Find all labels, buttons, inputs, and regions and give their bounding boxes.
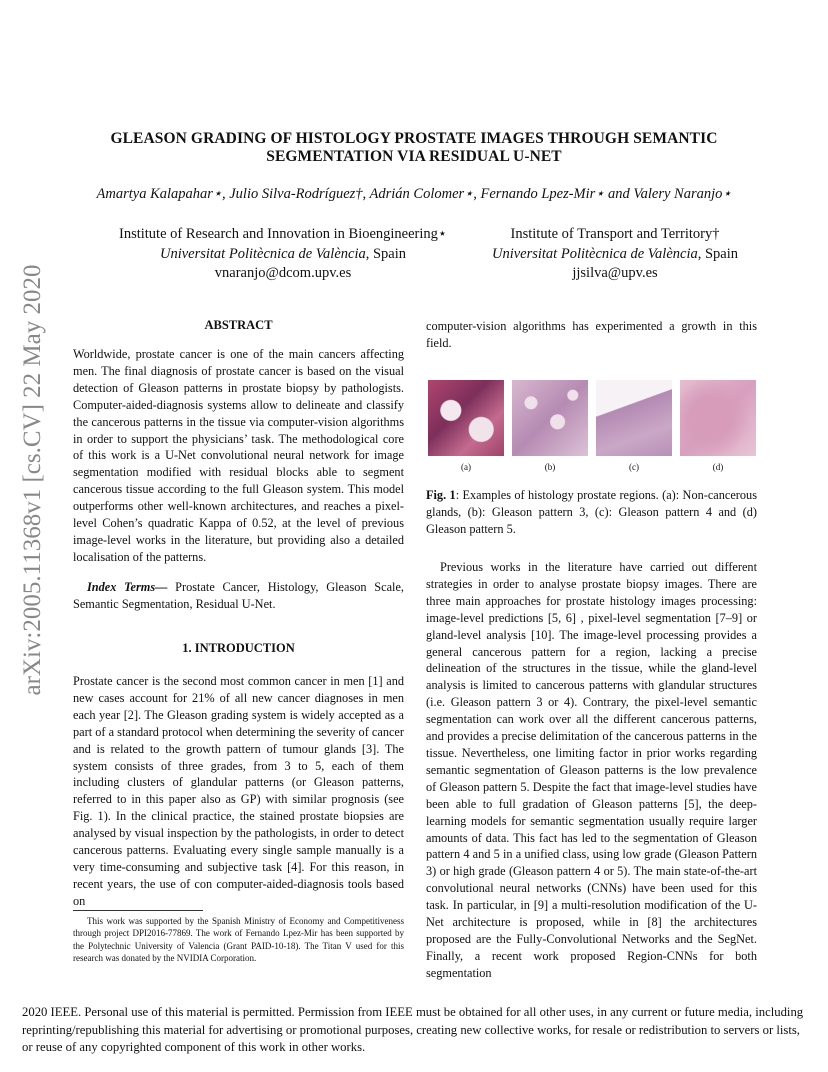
index-terms [73, 579, 404, 613]
authors: Amartya Kalapahar⋆, Julio Silva-Rodríguez†, Adrián Colomer⋆, Fernando Lpez-Mir⋆ and Valery Naranjo⋆ [96, 186, 732, 202]
footnote [73, 915, 404, 965]
intro-text: Prostate cancer is the second most common cancer in men [1] and new cases account for 21% of all new cancer diagnoses in men each year [2]. The Gleason grading system is widely accepted as a part of a standard protocol when determining the severity of cancer and is related to the growth pattern of tumour glands [3]. The system consists of three grades, from 3 to 5, each of them including clusters of glandular patterns (or Gleason patterns, referred to in this paper also as GP) with similar prognosis (see Fig. 1). In the clinical practice, the stained prostate biopsies are analysed by visual inspection by the pathologists, in order to detect cancerous patterns. Evaluating every single sample manually is a very time-consuming and subjective task [4]. For this reason, in recent years, the use of con computer-aided-diagnosis tools based on [73, 674, 404, 908]
figure-label-a: (a) [461, 462, 471, 472]
figure-caption-text: : Examples of histology prostate regions. (a): Non-cancerous glands, (b): Gleason pattern 3, (c): Gleason pattern 4 and (d) Gleason pattern 5. [426, 488, 757, 536]
footnote-rule [73, 910, 203, 911]
figure-sublabels [426, 462, 756, 476]
paper-title [60, 130, 768, 166]
affiliation-right-university: Universitat Politècnica de València [491, 245, 698, 262]
figure-caption-label: Fig. 1 [426, 488, 456, 502]
figure-caption [426, 487, 757, 538]
right-body-paragraph [426, 559, 757, 982]
figure-1 [426, 380, 756, 460]
affiliation-left-email: vnaranjo@dcom.upv.es [214, 265, 352, 281]
figure-label-d: (d) [712, 462, 724, 472]
arxiv-id: arXiv:2005.11368v1 [cs.CV] 22 May 2020 [19, 264, 46, 696]
arxiv-sidebar [8, 264, 58, 696]
right-body-text: Previous works in the literature have carried out different strategies in order to analyse prostate biopsy images. There are three main approaches for prostate histology images processing: image-level predictions [5, 6] , pixel-level segmentation [7–9] or gland-level analysis [10]. The image-level processing provides a general cancerous pattern for a region, lacking a precise delineation of the structures in the tissue, while the gland-level analysis is limited to cancerous patterns with glandular structures (i.e. Gleason pattern 3 or 4). Contrary, the pixel-level semantic segmentation can work over all the different cancerous patterns, and provides a precise delimitation of the cancerous patterns in the tissue. Nevertheless, one limiting factor in prior works regarding semantic segmentation of Gleason patterns is the low prevalence of Gleason pattern 5. Despite the fact that image-level studies have been able to full gradation of Gleason patterns [5], the deep-learning models for semantic segmentation usually require larger amounts of data. This fact has led to the segmentation of Gleason pattern 4 and 5 in a unified class, using low grade (Gleason Pattern 3) or high grade (Gleason pattern 4 or 5). The main state-of-the-art convolutional neural networks (CNNs) have been used for this task. In particular, in [9] a multi-resolution modification of the U-Net architecture is proposed, while in [8] the architectures proposed are the Fully-Convolutional Networks and the SegNet. Finally, a recent work proposed Region-CNNs for both segmentation [426, 560, 757, 980]
index-terms-text: Prostate Cancer, Histology, Gleason Scale, Semantic Segmentation, Residual U-Net. [73, 580, 405, 611]
histology-image-d [680, 380, 756, 456]
affiliation-right-institute: Institute of Transport and Territory† [510, 226, 720, 242]
copyright-notice: 2020 IEEE. Personal use of this material is permitted. Permission from IEEE must be obtained for all other uses, in any current or future media, including reprinting/republishing this material for advertising or promotional purposes, creating new collective works, for resale or redistribution to servers or lists, or reuse of any copyrighted component of this work in other works. [22, 1005, 804, 1055]
abstract-text: Worldwide, prostate cancer is one of the main cancers affecting men. The final diagnosis of prostate cancer is based on the visual detection of Gleason patterns in prostate biopsy by pathologists. Computer-aided-diagnosis systems allow to delineate and classify the cancerous patterns in the tissue via computer-vision algorithms in order to support the physicians’ task. The methodological core of this work is a U-Net convolutional neural network for image segmentation modified with residual blocks able to segment cancerous tissue according to the full Gleason system. This model outperforms other well-known architectures, and reaches a pixel-level Cohen’s quadratic Kappa of 0.52, at the level of previous image-level works in the literature, but providing also a detailed localisation of the patterns. [73, 347, 404, 564]
affiliation-left-university: Universitat Politècnica de València [159, 245, 366, 262]
footnote-text: This work was supported by the Spanish Ministry of Economy and Competitiveness through project DPI2016-77869. The work of Fernando Lpez-Mir has been supported by the Polytechnic University of Valencia (Grant PAID-10-18). The Titan V used for this research was donated by the NVIDIA Corporation. [73, 916, 404, 964]
histology-image-b [512, 380, 588, 456]
histology-image-a [428, 380, 504, 456]
title-line-2: SEGMENTATION VIA RESIDUAL U-NET [266, 148, 562, 165]
histology-image-c [596, 380, 672, 456]
figure-label-b: (b) [544, 462, 556, 472]
intro-heading: 1. INTRODUCTION [182, 641, 295, 655]
affiliation-right-country: , Spain [697, 245, 739, 262]
affiliation-right-email: jjsilva@upv.es [572, 265, 658, 281]
figure-label-c: (c) [629, 462, 639, 472]
right-top-paragraph [426, 318, 757, 352]
index-terms-label: Index Terms— [87, 580, 168, 594]
abstract-body [73, 346, 404, 566]
title-line-1: GLEASON GRADING OF HISTOLOGY PROSTATE IMAGES THROUGH SEMANTIC [110, 130, 718, 147]
affiliation-right [470, 225, 760, 284]
right-top-text: computer-vision algorithms has experimented a growth in this field. [426, 319, 757, 350]
affiliation-left-country: , Spain [365, 245, 407, 262]
intro-body [73, 673, 404, 910]
abstract-heading: ABSTRACT [204, 318, 273, 332]
affiliation-left [88, 225, 478, 284]
affiliation-left-institute: Institute of Research and Innovation in Bioengineering⋆ [119, 226, 447, 242]
